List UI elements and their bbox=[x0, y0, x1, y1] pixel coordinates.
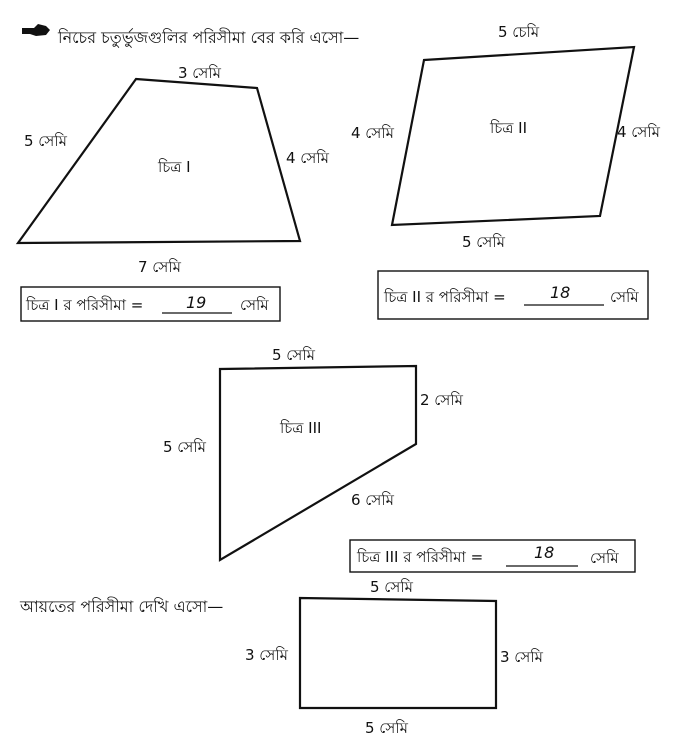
figure-2-top-label: 5 চেমি bbox=[498, 23, 540, 41]
instruction-heading-1: নিচের চতুর্ভুজগুলির পরিসীমা বের করি এসো— bbox=[58, 28, 360, 47]
figure-2-right-label: 4 সেমি bbox=[617, 123, 660, 141]
rectangle-top-label: 5 সেমি bbox=[370, 578, 413, 596]
figure-3-answer-label: চিত্র III র পরিসীমা = bbox=[357, 548, 484, 566]
figure-3-answer-unit: সেমি bbox=[590, 549, 619, 567]
figure-1-answer-label: চিত্র I র পরিসীমা = bbox=[26, 296, 144, 314]
figure-1-bottom-label: 7 সেমি bbox=[138, 258, 181, 276]
rectangle-right-label: 3 সেমি bbox=[500, 648, 543, 666]
figure-2-answer-value: 18 bbox=[550, 283, 571, 302]
figure-3-answer-value: 18 bbox=[534, 543, 555, 562]
instruction-heading-2: আয়তের পরিসীমা দেখি এসো— bbox=[20, 597, 224, 616]
figure-2-bottom-label: 5 সেমি bbox=[462, 233, 505, 251]
rectangle-shape bbox=[300, 598, 496, 708]
figure-3-right-label: 2 সেমি bbox=[420, 391, 463, 409]
figure-3-slant-label: 6 সেমি bbox=[351, 491, 394, 509]
figure-1-answer-value: 19 bbox=[186, 293, 207, 312]
figure-2-name: চিত্র II bbox=[490, 119, 528, 137]
figure-1-name: চিত্র I bbox=[158, 158, 191, 176]
figure-1-answer-unit: সেমি bbox=[240, 296, 269, 314]
figure-3-quadrilateral bbox=[220, 366, 416, 560]
figure-3-left-label: 5 সেমি bbox=[163, 438, 206, 456]
pointing-hand-icon bbox=[22, 24, 50, 36]
figure-2-answer-label: চিত্র II র পরিসীমা = bbox=[384, 288, 506, 306]
figure-2-answer-unit: সেমি bbox=[610, 288, 639, 306]
rectangle-left-label: 3 সেমি bbox=[245, 646, 288, 664]
figure-3-name: চিত্র III bbox=[280, 419, 322, 437]
figure-1-right-label: 4 সেমি bbox=[286, 149, 329, 167]
rectangle-bottom-label: 5 সেমি bbox=[365, 719, 408, 737]
figure-2-left-label: 4 সেমি bbox=[351, 124, 394, 142]
figure-1-top-label: 3 সেমি bbox=[178, 64, 221, 82]
figure-1-left-label: 5 সেমি bbox=[24, 132, 67, 150]
figure-3-top-label: 5 সেমি bbox=[272, 346, 315, 364]
